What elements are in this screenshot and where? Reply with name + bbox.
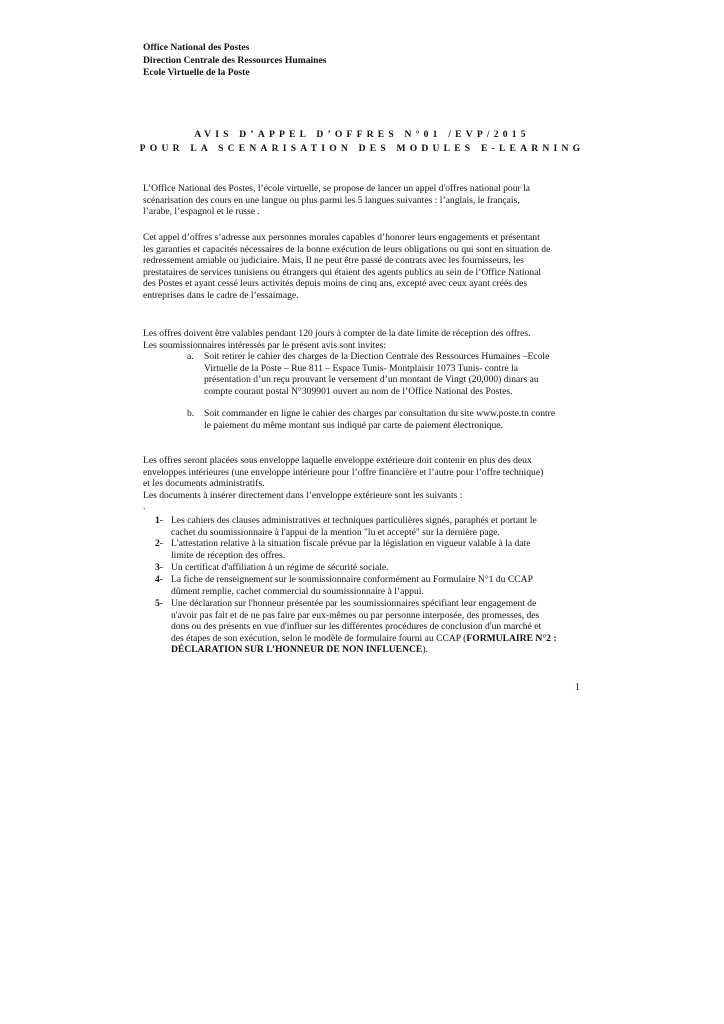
option-line: Soit retirer le cahier des charges de la Diection Centrale des Ressources Humaines –Ecole — [204, 351, 550, 362]
option-line: présentation d’un reçu prouvant le versement d’un montant de Vingt (20,000) dinars au — [204, 374, 539, 386]
paragraph-line: redressement amiable ou judiciaire. Mais, Il ne peut être passé de contrats avec les fournisseurs, les — [143, 255, 524, 267]
item-line: Une déclaration sur l'honneur présentée par les soumissionnaires spécifiant leur engagement de — [171, 598, 537, 609]
validity-paragraph — [143, 328, 585, 351]
item-line-with-bold — [171, 644, 582, 656]
paragraph-line: entreprises dans le cadre de l’essaimage. — [143, 289, 299, 301]
item-line-end: ). — [422, 644, 428, 656]
item-line: Les cahiers des clauses administratives et techniques particulières signés, paraphés et portant le — [171, 515, 537, 526]
item-line: Un certificat d'affiliation à un régime de sécurité sociale. — [171, 562, 389, 573]
list-marker: b. — [187, 408, 195, 419]
option-line: Virtuelle de la Poste – Rue 811 – Espace Tunis- Montplaisir 1073 Tunis- contre la — [204, 362, 519, 374]
item-line: des étapes de son exécution, selon le modèle de formulaire fourni au CCAP ( — [171, 632, 467, 644]
list-marker: 3- — [155, 562, 163, 573]
letterhead-line: Direction Centrale des Ressources Humaines — [143, 54, 327, 66]
list-marker: a. — [187, 351, 194, 362]
intro-paragraph — [143, 183, 585, 218]
paragraph-line: scénarisation des cours en une langue ou plus parmi les 5 langues suivantes : l’anglais, le français, — [143, 194, 520, 206]
option-text — [204, 351, 585, 397]
option-line: Soit commander en ligne le cahier des charges par consultation du site www.poste.tn contre — [204, 408, 556, 419]
paragraph-line: l’arabe, l’espagnol et le russe . — [143, 206, 260, 218]
paragraph-line: Les offres seront placées sous enveloppe laquelle enveloppe extérieure doit contenir en plus des deux — [143, 455, 532, 466]
title-line: AVIS D’APPEL D’OFFRES N°01 /EVP/2015 — [194, 129, 530, 140]
paragraph-line: Les soumissionnaires intéressés par le présent avis sont invites: — [143, 339, 386, 351]
item-text — [171, 598, 582, 656]
item-line: L'attestation relative à la situation fiscale prévue par la législation en vigueur valable à la date — [171, 538, 531, 549]
paragraph-line: enveloppes intérieures (une enveloppe intérieure pour l’offre financière et l’autre pour l’offre technique) — [143, 466, 544, 478]
letterhead-line: Ecole Virtuelle de la Poste — [143, 67, 250, 79]
eligibility-paragraph — [143, 232, 585, 302]
paragraph-line: des Postes et ayant cessé leurs activités depuis moins de cinq ans, excepté avec ceux ayant créés des — [143, 278, 528, 290]
item-text — [171, 515, 582, 538]
item-line: limite de réception des offres. — [171, 549, 286, 561]
paragraph-line: les garanties et capacités nécessaires de la bonne exécution de leurs obligations ou qui sont en situation de — [143, 243, 551, 255]
item-line: n'avoir pas fait et de ne pas faire par eux-mêmes ou par personne interposée, des promesses, des — [171, 609, 540, 621]
option-line: compte courant postal N°309901 ouvert au nom de l’Office National des Postes. — [204, 385, 513, 397]
paragraph-line: et les documents administratifs. — [143, 478, 265, 490]
option-line: le paiement du même montant sus indiqué par carte de paiement électronique. — [204, 419, 503, 431]
paragraph-line: Les documents à insérer directement dans l’enveloppe extérieure sont les suivants : — [143, 489, 463, 501]
document-title — [0, 128, 724, 156]
title-line: POUR LA SCENARISATION DES MODULES E-LEARNING — [139, 143, 585, 154]
paragraph-line: prestataires de services tunisiens ou étrangers qui étaient des agents publics au sein de l’Office National — [143, 266, 542, 278]
option-text — [204, 408, 585, 431]
item-line: La fiche de renseignement sur le soumissionnaire conformément au Formulaire N°1 du CCAP — [171, 574, 533, 585]
page-number: 1 — [575, 682, 580, 693]
form-title: DÉCLARATION SUR L’HONNEUR DE NON INFLUENCE — [171, 644, 423, 656]
envelope-paragraph — [143, 455, 585, 513]
item-line: cachet du soumissionnaire à l'appui de la mention "lu et accepté" sur la dernière page. — [171, 526, 500, 538]
list-marker: 4- — [155, 574, 163, 585]
paragraph-line: L’Office National des Postes, l’école virtuelle, se propose de lancer un appel d'offres national pour la — [143, 183, 531, 194]
paragraph-line: . — [143, 501, 146, 513]
item-line-with-bold — [171, 633, 582, 645]
item-line: dons ou des présents en vue d'influer sur les différentes procédures de conclusion d'un marché et — [171, 621, 542, 633]
list-marker: 5- — [155, 598, 163, 609]
letterhead-line: Office National des Postes — [143, 42, 250, 53]
letterhead — [143, 42, 327, 80]
paragraph-line: Les offres doivent être valables pendant 120 jours à compter de la date limite de réception des offres. — [143, 328, 531, 339]
item-text — [171, 562, 582, 574]
list-marker: 1- — [155, 515, 163, 526]
item-line: dûment remplie, cachet commercial du soumissionnaire à l’appui. — [171, 585, 424, 597]
form-reference: FORMULAIRE N°2 : — [466, 632, 557, 644]
list-marker: 2- — [155, 538, 163, 549]
paragraph-line: Cet appel d’offres s’adresse aux personnes morales capables d’honorer leurs engagements et présentant — [143, 232, 540, 243]
item-text — [171, 574, 582, 597]
item-text — [171, 538, 582, 561]
